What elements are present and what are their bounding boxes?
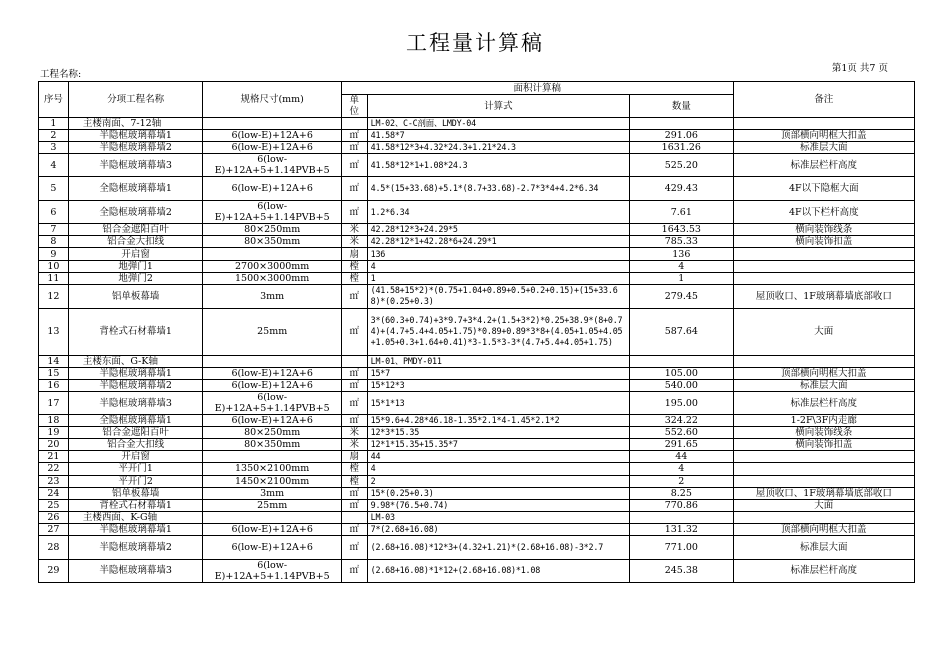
quantity-cell: 770.86: [630, 499, 733, 511]
item-name-cell: 背栓式石材幕墙1: [68, 499, 202, 511]
row-number-cell: 1: [39, 118, 69, 130]
quantity-cell: 2: [630, 475, 733, 487]
quantity-cell: 44: [630, 451, 733, 463]
quantity-cell: 195.00: [630, 392, 733, 415]
table-row: [39, 451, 915, 463]
unit-cell: ㎡: [342, 154, 368, 177]
item-name-cell: 铝合金遮阳百叶: [68, 224, 202, 236]
table-row: [39, 379, 915, 391]
quantity-cell: 785.33: [630, 236, 733, 248]
row-number-cell: 19: [39, 427, 69, 439]
formula-cell: LM-03: [367, 511, 629, 523]
header-area-group: 面积计算稿: [342, 82, 734, 95]
unit-cell: ㎡: [342, 415, 368, 427]
formula-cell: 2: [367, 475, 629, 487]
quantity-cell: 4: [630, 463, 733, 475]
item-name-cell: 铝合金遮阳百叶: [68, 427, 202, 439]
row-number-cell: 28: [39, 535, 69, 559]
section-row: [39, 511, 915, 523]
quantity-cell: 1: [630, 272, 733, 284]
table-row: [39, 439, 915, 451]
remark-cell: 标准层栏杆高度: [733, 154, 914, 177]
quantity-cell: 1643.53: [630, 224, 733, 236]
remark-cell: 4F以下隐框大面: [733, 177, 914, 201]
table-row: [39, 224, 915, 236]
formula-cell: 41.58*12*3+4.32*24.3+1.21*24.3: [367, 142, 629, 154]
formula-cell: 15*7: [367, 367, 629, 379]
section-row: [39, 118, 915, 130]
spec-cell: 6(low-E)+12A+5+1.14PVB+5: [203, 201, 342, 224]
unit-cell: [342, 355, 368, 367]
item-name-cell: 铝合金大扣线: [68, 236, 202, 248]
remark-cell: 顶部横向明框大扣盖: [733, 367, 914, 379]
formula-cell: LM-02、C-C剖面、LMDY-04: [367, 118, 629, 130]
page-info: 第1页 共7 页: [831, 63, 888, 74]
table-row: [39, 499, 915, 511]
remark-cell: 横向装饰扣盖: [733, 439, 914, 451]
remark-cell: 横向装饰扣盖: [733, 236, 914, 248]
remark-cell: 顶部横向明框大扣盖: [733, 523, 914, 535]
unit-cell: ㎡: [342, 308, 368, 355]
formula-cell: 41.58*12*1+1.08*24.3: [367, 154, 629, 177]
spec-cell: 80×350mm: [203, 236, 342, 248]
unit-cell: ㎡: [342, 535, 368, 559]
row-number-cell: 11: [39, 272, 69, 284]
unit-cell: ㎡: [342, 201, 368, 224]
item-name-cell: 主楼东面、G-K轴: [68, 355, 202, 367]
quantity-table: [38, 81, 915, 583]
unit-cell: 樘: [342, 260, 368, 272]
spec-cell: 6(low-E)+12A+6: [203, 379, 342, 391]
row-number-cell: 15: [39, 367, 69, 379]
formula-cell: LM-01、PMDY-011: [367, 355, 629, 367]
table-row: [39, 272, 915, 284]
quantity-cell: 131.32: [630, 523, 733, 535]
formula-cell: 9.98*(76.5+0.74): [367, 499, 629, 511]
quantity-cell: [630, 511, 733, 523]
quantity-cell: [630, 355, 733, 367]
row-number-cell: 29: [39, 559, 69, 582]
header-no: 序号: [39, 82, 69, 118]
quantity-cell: 552.60: [630, 427, 733, 439]
formula-cell: 42.28*12*1+42.28*6+24.29*1: [367, 236, 629, 248]
header-qty: 数量: [630, 95, 733, 118]
remark-cell: 标准层栏杆高度: [733, 559, 914, 582]
table-row: [39, 463, 915, 475]
quantity-cell: 540.00: [630, 379, 733, 391]
remark-cell: 1-2F\3F内走廊: [733, 415, 914, 427]
remark-cell: 标准层大面: [733, 379, 914, 391]
row-number-cell: 23: [39, 475, 69, 487]
remark-cell: [733, 272, 914, 284]
unit-cell: [342, 118, 368, 130]
unit-cell: ㎡: [342, 392, 368, 415]
spec-cell: 1350×2100mm: [203, 463, 342, 475]
quantity-cell: 324.22: [630, 415, 733, 427]
table-row: [39, 475, 915, 487]
formula-cell: 44: [367, 451, 629, 463]
quantity-cell: 525.20: [630, 154, 733, 177]
table-row: [39, 248, 915, 260]
quantity-cell: 279.45: [630, 284, 733, 308]
item-name-cell: 全隐框玻璃幕墙2: [68, 201, 202, 224]
row-number-cell: 17: [39, 392, 69, 415]
remark-cell: 屋顶收口、1F玻璃幕墙底部收口: [733, 284, 914, 308]
item-name-cell: 半隐框玻璃幕墙3: [68, 392, 202, 415]
item-name-cell: 铝单板幕墙: [68, 487, 202, 499]
quantity-cell: 245.38: [630, 559, 733, 582]
table-row: [39, 535, 915, 559]
unit-cell: 樘: [342, 272, 368, 284]
unit-cell: ㎡: [342, 142, 368, 154]
item-name-cell: 半隐框玻璃幕墙3: [68, 559, 202, 582]
formula-cell: (2.68+16.08)*1*12+(2.68+16.08)*1.08: [367, 559, 629, 582]
row-number-cell: 21: [39, 451, 69, 463]
row-number-cell: 13: [39, 308, 69, 355]
spec-cell: 80×250mm: [203, 224, 342, 236]
item-name-cell: 开启窗: [68, 248, 202, 260]
spec-cell: 6(low-E)+12A+5+1.14PVB+5: [203, 154, 342, 177]
unit-cell: 樘: [342, 463, 368, 475]
table-row: [39, 130, 915, 142]
spec-cell: 2700×3000mm: [203, 260, 342, 272]
unit-cell: 米: [342, 439, 368, 451]
formula-cell: 15*12*3: [367, 379, 629, 391]
unit-cell: ㎡: [342, 130, 368, 142]
quantity-cell: 4: [630, 260, 733, 272]
spec-cell: 3mm: [203, 487, 342, 499]
row-number-cell: 14: [39, 355, 69, 367]
table-row: [39, 177, 915, 201]
remark-cell: 4F以下栏杆高度: [733, 201, 914, 224]
unit-cell: 扇: [342, 451, 368, 463]
formula-cell: 1.2*6.34: [367, 201, 629, 224]
unit-cell: 米: [342, 224, 368, 236]
item-name-cell: 半隐框玻璃幕墙1: [68, 523, 202, 535]
quantity-cell: 7.61: [630, 201, 733, 224]
quantity-cell: 8.25: [630, 487, 733, 499]
unit-cell: 米: [342, 236, 368, 248]
item-name-cell: 全隐框玻璃幕墙1: [68, 177, 202, 201]
remark-cell: 屋顶收口、1F玻璃幕墙底部收口: [733, 487, 914, 499]
quantity-cell: 771.00: [630, 535, 733, 559]
formula-cell: 12*1*15.35+15.35*7: [367, 439, 629, 451]
table-row: [39, 201, 915, 224]
item-name-cell: 铝合金大扣线: [68, 439, 202, 451]
quantity-cell: 1631.26: [630, 142, 733, 154]
quantity-cell: 291.65: [630, 439, 733, 451]
spec-cell: 80×350mm: [203, 439, 342, 451]
row-number-cell: 2: [39, 130, 69, 142]
spec-cell: 1450×2100mm: [203, 475, 342, 487]
unit-cell: 樘: [342, 475, 368, 487]
item-name-cell: 半隐框玻璃幕墙1: [68, 130, 202, 142]
remark-cell: 横向装饰线条: [733, 224, 914, 236]
remark-cell: [733, 248, 914, 260]
spec-cell: 6(low-E)+12A+6: [203, 130, 342, 142]
item-name-cell: 背栓式石材幕墙1: [68, 308, 202, 355]
row-number-cell: 6: [39, 201, 69, 224]
unit-cell: 扇: [342, 248, 368, 260]
formula-cell: 15*1*13: [367, 392, 629, 415]
table-row: [39, 523, 915, 535]
unit-cell: ㎡: [342, 523, 368, 535]
document-title: 工程量计算稿: [406, 31, 544, 55]
spec-cell: 6(low-E)+12A+6: [203, 367, 342, 379]
spec-cell: 3mm: [203, 284, 342, 308]
formula-cell: 1: [367, 272, 629, 284]
formula-cell: 12*3*15.35: [367, 427, 629, 439]
row-number-cell: 5: [39, 177, 69, 201]
table-row: [39, 559, 915, 582]
table-body: [39, 118, 915, 583]
row-number-cell: 3: [39, 142, 69, 154]
unit-cell: 米: [342, 427, 368, 439]
row-number-cell: 25: [39, 499, 69, 511]
spec-cell: 25mm: [203, 499, 342, 511]
quantity-cell: 291.06: [630, 130, 733, 142]
item-name-cell: 全隐框玻璃幕墙1: [68, 415, 202, 427]
item-name-cell: 半隐框玻璃幕墙1: [68, 367, 202, 379]
spec-cell: [203, 118, 342, 130]
spec-cell: 6(low-E)+12A+6: [203, 523, 342, 535]
item-name-cell: 平开门2: [68, 475, 202, 487]
item-name-cell: 开启窗: [68, 451, 202, 463]
row-number-cell: 20: [39, 439, 69, 451]
formula-cell: (2.68+16.08)*12*3+(4.32+1.21)*(2.68+16.08)-3*2.7: [367, 535, 629, 559]
spec-cell: 6(low-E)+12A+6: [203, 142, 342, 154]
row-number-cell: 26: [39, 511, 69, 523]
formula-cell: 15*9.6+4.28*46.18-1.35*2.1*4-1.45*2.1*2: [367, 415, 629, 427]
unit-cell: ㎡: [342, 379, 368, 391]
table-row: [39, 154, 915, 177]
spec-cell: 1500×3000mm: [203, 272, 342, 284]
formula-cell: 42.28*12*3+24.29*5: [367, 224, 629, 236]
row-number-cell: 16: [39, 379, 69, 391]
unit-cell: ㎡: [342, 559, 368, 582]
quantity-cell: 429.43: [630, 177, 733, 201]
item-name-cell: 铝单板幕墙: [68, 284, 202, 308]
item-name-cell: 半隐框玻璃幕墙2: [68, 142, 202, 154]
unit-cell: ㎡: [342, 487, 368, 499]
remark-cell: 顶部横向明框大扣盖: [733, 130, 914, 142]
spec-cell: 6(low-E)+12A+6: [203, 177, 342, 201]
remark-cell: 大面: [733, 499, 914, 511]
row-number-cell: 7: [39, 224, 69, 236]
remark-cell: [733, 511, 914, 523]
row-number-cell: 12: [39, 284, 69, 308]
formula-cell: 136: [367, 248, 629, 260]
header-formula: 计算式: [367, 95, 629, 118]
row-number-cell: 24: [39, 487, 69, 499]
item-name-cell: 主楼南面、7-12轴: [68, 118, 202, 130]
row-number-cell: 4: [39, 154, 69, 177]
spec-cell: 25mm: [203, 308, 342, 355]
remark-cell: [733, 118, 914, 130]
remark-cell: 标准层大面: [733, 142, 914, 154]
remark-cell: [733, 260, 914, 272]
table-row: [39, 260, 915, 272]
quantity-cell: 105.00: [630, 367, 733, 379]
item-name-cell: 半隐框玻璃幕墙3: [68, 154, 202, 177]
formula-cell: 7*(2.68+16.08): [367, 523, 629, 535]
remark-cell: 标准层栏杆高度: [733, 392, 914, 415]
unit-cell: ㎡: [342, 499, 368, 511]
row-number-cell: 22: [39, 463, 69, 475]
formula-cell: 41.58*7: [367, 130, 629, 142]
remark-cell: [733, 475, 914, 487]
unit-cell: [342, 511, 368, 523]
table-row: [39, 392, 915, 415]
header-remark: 备注: [733, 82, 914, 118]
spec-cell: [203, 248, 342, 260]
item-name-cell: 地弹门2: [68, 272, 202, 284]
quantity-cell: [630, 118, 733, 130]
unit-cell: ㎡: [342, 284, 368, 308]
remark-cell: 标准层大面: [733, 535, 914, 559]
unit-cell: ㎡: [342, 367, 368, 379]
table-row: [39, 487, 915, 499]
quantity-cell: 587.64: [630, 308, 733, 355]
remark-cell: [733, 451, 914, 463]
formula-cell: 15*(0.25+0.3): [367, 487, 629, 499]
section-row: [39, 355, 915, 367]
unit-cell: ㎡: [342, 177, 368, 201]
spec-cell: [203, 511, 342, 523]
table-row: [39, 427, 915, 439]
item-name-cell: 半隐框玻璃幕墙2: [68, 379, 202, 391]
remark-cell: [733, 463, 914, 475]
project-name-label: 工程名称:: [40, 69, 82, 80]
spec-cell: 6(low-E)+12A+5+1.14PVB+5: [203, 392, 342, 415]
item-name-cell: 半隐框玻璃幕墙2: [68, 535, 202, 559]
item-name-cell: 主楼西面、K-G轴: [68, 511, 202, 523]
table-row: [39, 236, 915, 248]
row-number-cell: 9: [39, 248, 69, 260]
spec-cell: 6(low-E)+12A+6: [203, 415, 342, 427]
formula-cell: (41.58+15*2)*(0.75+1.04+0.89+0.5+0.2+0.15)+(15+33.68)*(0.25+0.3): [367, 284, 629, 308]
quantity-cell: 136: [630, 248, 733, 260]
table-row: [39, 284, 915, 308]
formula-cell: 4: [367, 463, 629, 475]
item-name-cell: 平开门1: [68, 463, 202, 475]
formula-cell: 4: [367, 260, 629, 272]
table-row: [39, 415, 915, 427]
spec-cell: [203, 451, 342, 463]
row-number-cell: 18: [39, 415, 69, 427]
remark-cell: [733, 355, 914, 367]
spec-cell: 80×250mm: [203, 427, 342, 439]
header-unit: 单位: [342, 95, 368, 118]
item-name-cell: 地弹门1: [68, 260, 202, 272]
header-spec: 规格尺寸(mm): [203, 82, 342, 118]
spec-cell: [203, 355, 342, 367]
header-name: 分项工程名称: [68, 82, 202, 118]
table-row: [39, 308, 915, 355]
spec-cell: 6(low-E)+12A+5+1.14PVB+5: [203, 559, 342, 582]
table-row: [39, 367, 915, 379]
formula-cell: 4.5*(15+33.68)+5.1*(8.7+33.68)-2.7*3*4+4.2*6.34: [367, 177, 629, 201]
remark-cell: 横向装饰线条: [733, 427, 914, 439]
formula-cell: 3*(60.3+0.74)+3*9.7+3*4.2+(1.5+3*2)*0.25+38.9*(8+0.74)+(4.7+5.4+4.05+1.75)*0.89+0.89*3*8+(4.05+1.05+4.05+1.05+0.3+1.64+0.41)*3-1.5*3-3*(4.7+5.4+4.05+1.75): [367, 308, 629, 355]
spec-cell: 6(low-E)+12A+6: [203, 535, 342, 559]
table-row: [39, 142, 915, 154]
remark-cell: 大面: [733, 308, 914, 355]
row-number-cell: 27: [39, 523, 69, 535]
row-number-cell: 8: [39, 236, 69, 248]
row-number-cell: 10: [39, 260, 69, 272]
